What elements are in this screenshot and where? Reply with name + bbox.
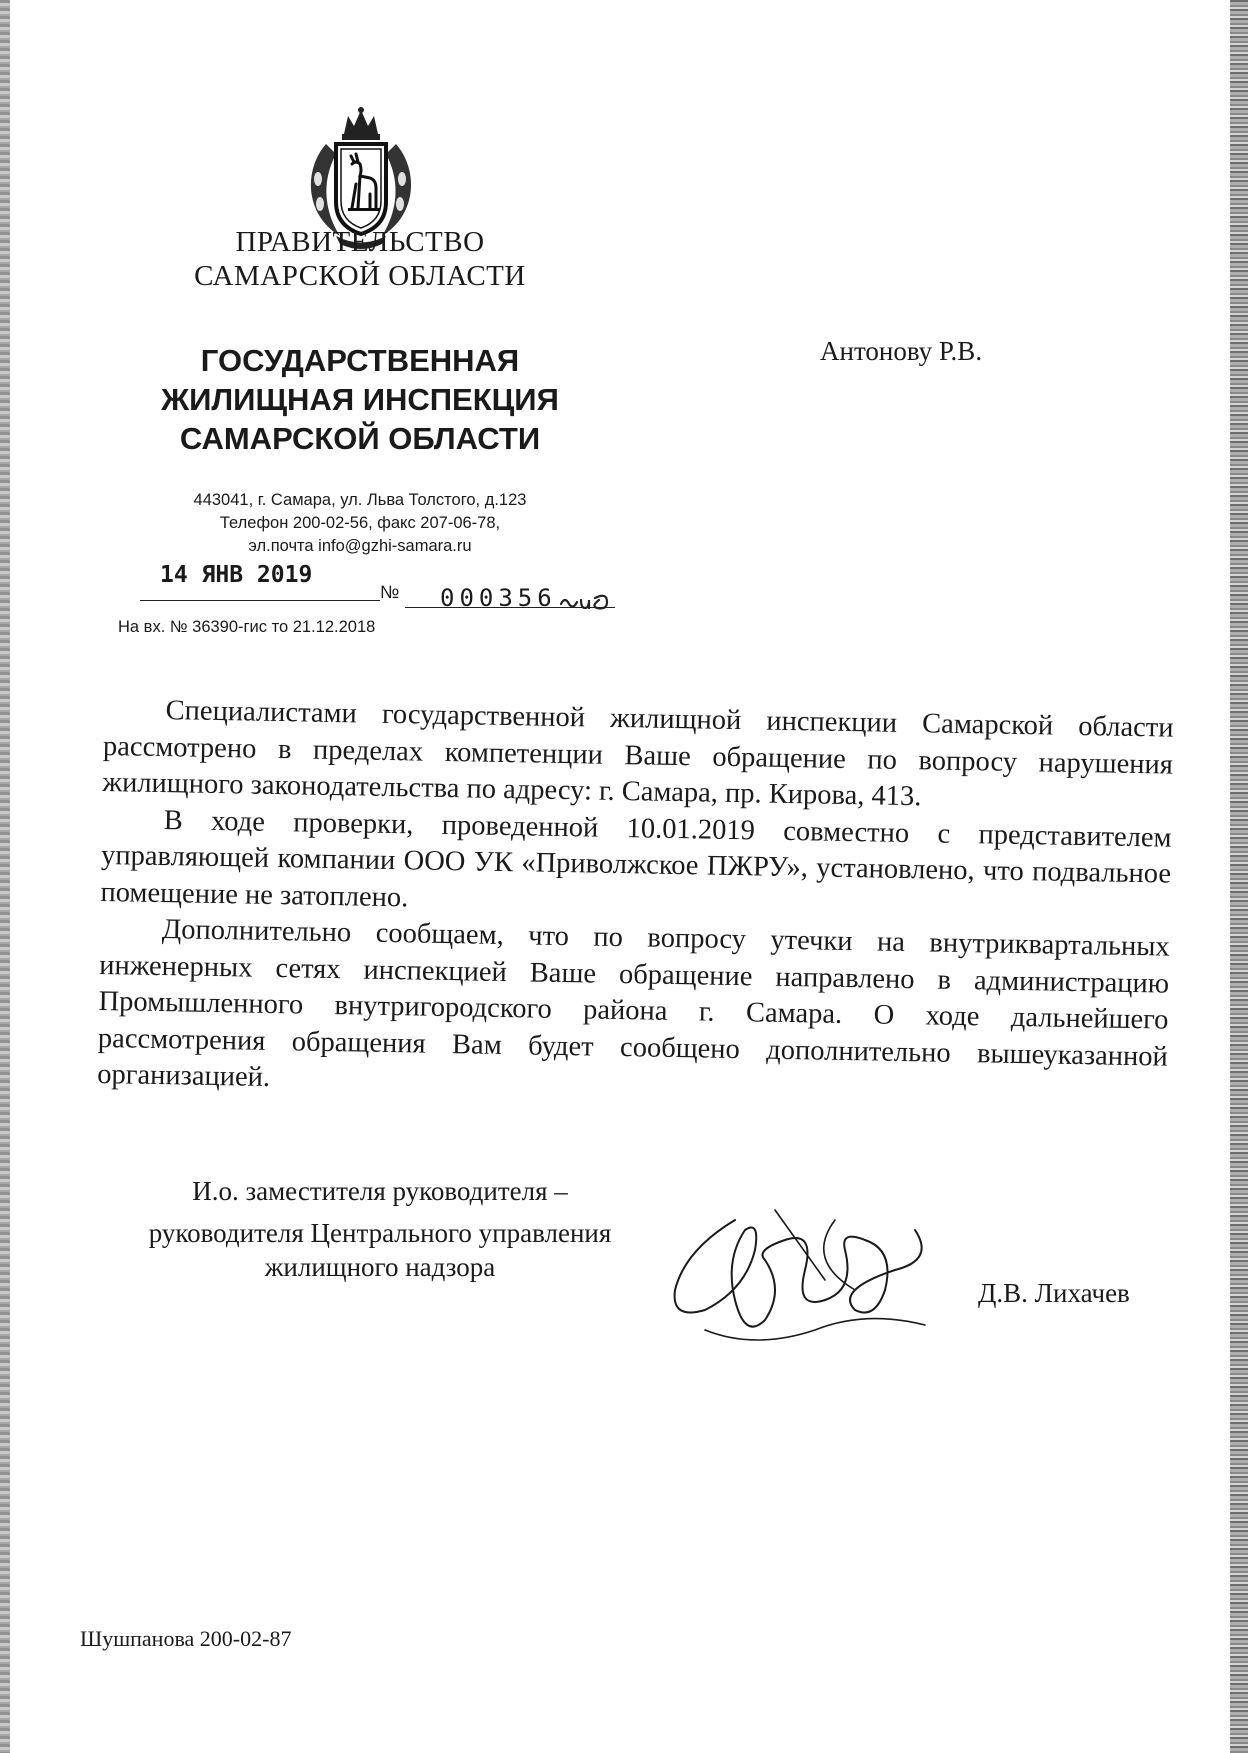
inspection-title-line-3: САМАРСКОЙ ОБЛАСТИ (179, 421, 541, 456)
date-stamp: 14 ЯНВ 2019 (160, 562, 313, 588)
executor-contact: Шушпанова 200-02-87 (80, 1626, 292, 1651)
address-line-1: 443041, г. Самара, ул. Льва Толстого, д.123 (193, 491, 527, 509)
address-line-2: Телефон 200-02-56, факс 207-06-78, (219, 514, 501, 532)
scan-edge-left (0, 0, 10, 1753)
number-suffix-handwritten (555, 578, 635, 618)
outgoing-number: 000356 (440, 584, 557, 612)
addressee: Антонову Р.В. (820, 336, 983, 366)
inspection-title-line-1: ГОСУДАРСТВЕННАЯ (200, 343, 520, 378)
signatory-title-line-3: жилищного надзора (264, 1252, 496, 1282)
body-paragraph: В ходе проверки, проведенной 10.01.2019 совместно с представителем управляющей компании ООО УК «Приволжское ПЖРУ», установлено, что подвальное помещение не затоплено. (100, 804, 1172, 913)
date-underline (140, 600, 380, 601)
government-title-line-1: ПРАВИТЕЛЬСТВО (235, 226, 485, 258)
scan-edge-right (1230, 0, 1248, 1753)
address-line-3: эл.почта info@gzhi-samara.ru (248, 537, 472, 555)
government-title-line-2: САМАРСКОЙ ОБЛАСТИ (194, 260, 526, 292)
body-paragraph: Дополнительно сообщаем, что по вопросу утечки на внутриквартальных инженерных сетях инспекцией Ваше обращение направлено в администрацию Промышленного внутригородского района г. Самара. О ходе дальнейшего рассмотрения обращения Вам будет сообщено дополнительно вышеуказанной организацией. (97, 914, 1170, 1093)
signatory-title-line-2: руководителя Центрального управления (148, 1218, 612, 1248)
handwritten-signature (665, 1190, 965, 1355)
incoming-reference: На вх. № 36390-гис то 21.12.2018 (118, 618, 376, 636)
inspection-title-line-2: ЖИЛИЩНАЯ ИНСПЕКЦИЯ (161, 382, 559, 417)
number-sign: № (380, 582, 400, 602)
signer-name: Д.В. Лихачев (978, 1278, 1130, 1308)
signatory-title-line-1: И.о. заместителя руководителя – (192, 1176, 568, 1206)
body-paragraph: Специалистами государственной жилищной инспекции Самарской области рассмотрено в пределах компетенции Ваше обращение по вопросу нарушения жилищного законодательства по адресу: г. Самара, пр. Кирова, 413. (102, 695, 1174, 813)
letter-body (97, 692, 1174, 1112)
